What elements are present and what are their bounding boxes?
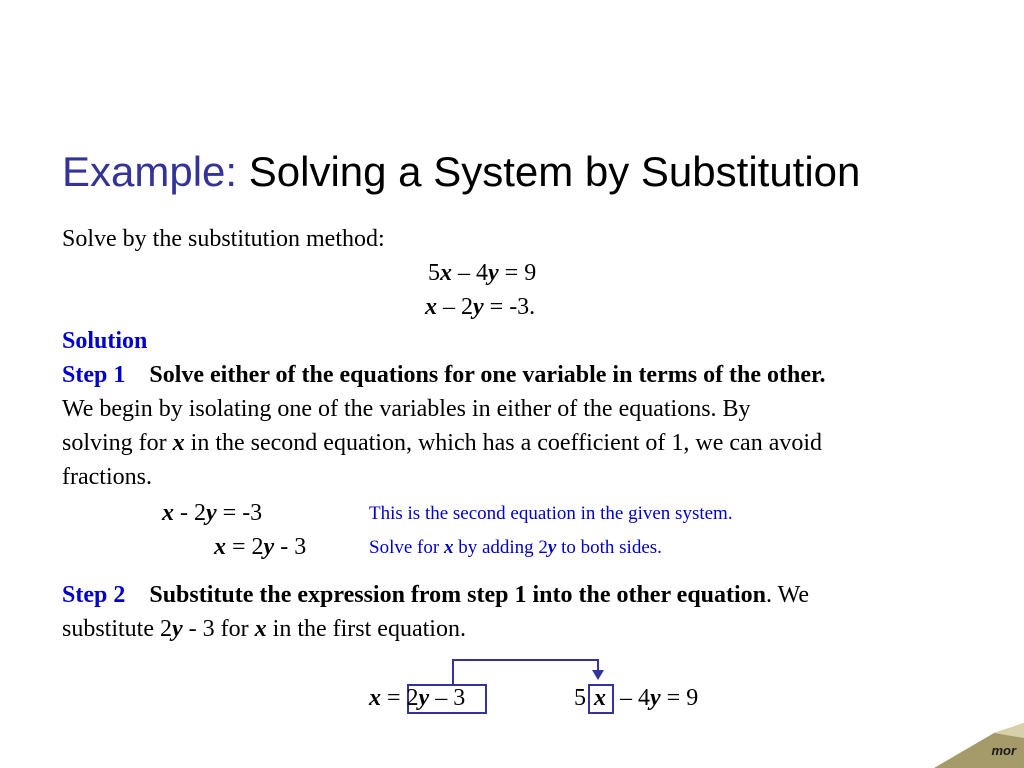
work1-mid: - 2 xyxy=(174,500,206,526)
sub-left-x: x xyxy=(369,685,381,711)
step2-line2-a: substitute 2 xyxy=(62,616,173,642)
step2-label: Step 2 xyxy=(62,582,126,608)
sub-right-y: y xyxy=(650,685,661,711)
eq1-op: – 4 xyxy=(452,260,488,286)
work2-mid: = 2 xyxy=(226,534,264,560)
step1-line3: fractions. xyxy=(62,464,152,490)
work2-y: y xyxy=(263,534,275,560)
step1-line2-x: x xyxy=(172,430,185,456)
work1-y: y xyxy=(206,500,217,526)
step1-line2-b: in the second equation, which has a coefficient of 1, we can avoid xyxy=(184,430,823,456)
work2-rhs: - 3 xyxy=(274,534,307,560)
step1-line2-a: solving for xyxy=(62,430,173,456)
work1-note: This is the second equation in the given system. xyxy=(369,503,733,524)
title-lead: Example: xyxy=(62,148,238,195)
work2-note-y: y xyxy=(547,537,557,558)
step2-line2-x: x xyxy=(254,616,267,642)
arrow-head xyxy=(592,670,604,680)
sub-right-coef: 5 xyxy=(574,685,586,711)
work2-x: x xyxy=(214,534,226,560)
work2-note-c: to both sides. xyxy=(556,537,662,558)
step1-line1: We begin by isolating one of the variables in either of the equations. By xyxy=(62,396,751,422)
sub-expr-2: 2 xyxy=(406,685,419,711)
eq1-x: x xyxy=(440,260,452,286)
solution-label: Solution xyxy=(62,328,148,354)
intro-text: Solve by the substitution method: xyxy=(62,226,385,252)
work1-x: x xyxy=(162,500,174,526)
step2-heading: Substitute the expression from step 1 into the other equation xyxy=(149,582,767,608)
arrow-line xyxy=(453,660,598,684)
step1-label: Step 1 xyxy=(62,362,126,388)
eq1-y: y xyxy=(488,260,499,286)
eq2-rhs: = -3. xyxy=(483,294,536,320)
eq2-op: – 2 xyxy=(437,294,473,320)
eq1-coef: 5 xyxy=(428,260,440,286)
step2-line2-c: in the first equation. xyxy=(266,616,466,642)
work2-note-a: Solve for xyxy=(369,537,444,558)
step2-line2-y: y xyxy=(172,616,183,642)
sub-left-eq: = xyxy=(381,685,401,711)
sub-right-rhs: = 9 xyxy=(660,685,699,711)
sub-right-mid: – 4 xyxy=(614,685,650,711)
eq2-y: y xyxy=(473,294,484,320)
eq1-rhs: = 9 xyxy=(498,260,537,286)
sub-right-x: x xyxy=(594,685,606,711)
sub-expr-rest: – 3 xyxy=(429,685,466,711)
substitution-right-equation xyxy=(574,683,698,713)
substitution-left-equation xyxy=(369,683,465,713)
work2-note-b: by adding 2 xyxy=(453,537,548,558)
step1-heading: Solve either of the equations for one variable in terms of the other. xyxy=(149,362,826,388)
work2-note-x: x xyxy=(443,537,454,558)
sub-expr-y: y xyxy=(418,685,430,711)
step2-tail: . We xyxy=(766,582,809,608)
title-rest: Solving a System by Substitution xyxy=(248,148,861,195)
more-link[interactable]: mor xyxy=(991,743,1016,758)
work1-rhs: = -3 xyxy=(216,500,263,526)
step2-line2-b: - 3 for xyxy=(182,616,255,642)
eq2-x: x xyxy=(425,294,437,320)
